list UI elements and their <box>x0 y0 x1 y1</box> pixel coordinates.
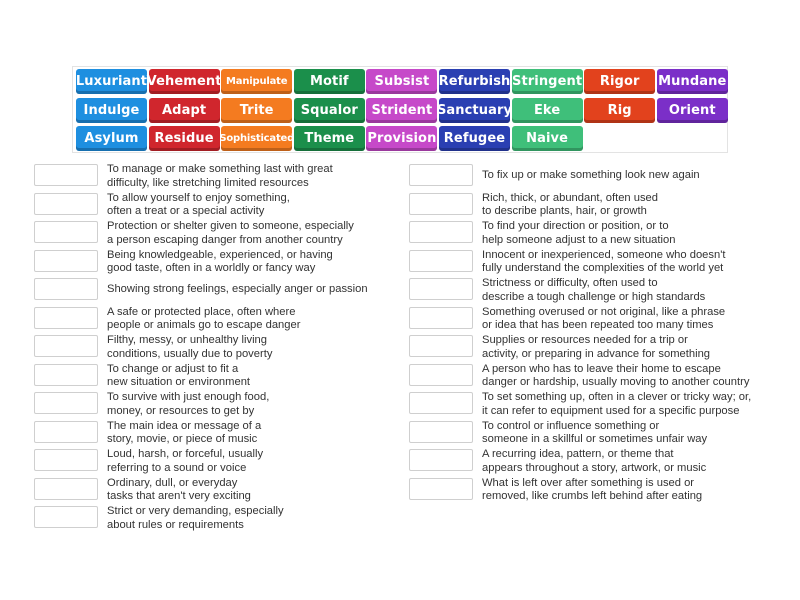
word-tile-label: Mundane <box>658 74 727 89</box>
definition-line: story, movie, or piece of music <box>107 433 258 445</box>
word-tile-label: Motif <box>309 74 349 89</box>
definition-line: difficulty, like stretching limited resources <box>107 176 309 189</box>
word-tile-stringent[interactable] <box>512 69 583 94</box>
word-tile-mundane[interactable] <box>657 69 728 94</box>
definition-text <box>482 391 751 418</box>
definition-text <box>482 363 749 390</box>
definition-line: someone in a skillful or sometimes unfair way <box>482 433 708 445</box>
answer-drop-box[interactable] <box>409 307 473 329</box>
definition-line: good taste, often in a worldly or fancy way <box>107 262 316 274</box>
word-tile-label: Rig <box>607 102 632 118</box>
word-tile-label: Squalor <box>300 102 358 118</box>
definition-text <box>482 448 706 475</box>
definition-line: What is left over after something is used or <box>482 476 695 489</box>
definition-line: or idea that has been repeated too many times <box>482 319 714 331</box>
word-tile-label: Asylum <box>84 131 139 147</box>
definition-line: new situation or environment <box>107 376 251 388</box>
definition-line: To manage or make something last with great <box>107 163 333 175</box>
word-tile-eke[interactable] <box>512 98 583 123</box>
word-bank <box>72 66 728 153</box>
word-tile-label: Strident <box>371 102 433 118</box>
answer-drop-box[interactable] <box>34 193 98 215</box>
word-tile-strident[interactable] <box>366 98 437 123</box>
answer-drop-box[interactable] <box>409 164 473 186</box>
answer-drop-box[interactable] <box>409 193 473 215</box>
definition-line: Protection or shelter given to someone, especially <box>107 220 354 232</box>
word-tile-label: Trite <box>239 102 274 118</box>
word-tile-vehement[interactable] <box>146 69 222 94</box>
definition-line: describe a tough challenge or high standards <box>482 290 706 303</box>
word-tile-label: Refurbish <box>438 74 511 89</box>
definition-line: often a treat or a special activity <box>107 205 265 217</box>
definition-text <box>482 249 725 276</box>
answer-drop-box[interactable] <box>34 335 98 357</box>
definition-line: removed, like crumbs left behind after eating <box>482 490 703 502</box>
definition-line: Being knowledgeable, experienced, or having <box>107 248 333 261</box>
definition-line: people or animals go to escape danger <box>107 319 301 331</box>
word-tile-refurbish[interactable] <box>439 69 510 94</box>
definition-text <box>107 283 368 297</box>
answer-drop-box[interactable] <box>34 250 98 272</box>
definition-line: tasks that aren't very exciting <box>107 490 251 502</box>
definition-text <box>482 420 707 447</box>
answer-drop-box[interactable] <box>409 449 473 471</box>
word-tile-label: Rigor <box>599 74 640 89</box>
definition-text <box>107 448 263 475</box>
word-tile-label: Eke <box>533 102 561 118</box>
answer-drop-box[interactable] <box>34 221 98 243</box>
definition-line: A safe or protected place, often where <box>107 305 296 318</box>
definition-text <box>107 163 333 190</box>
word-tile-label: Manipulate <box>226 76 288 87</box>
word-tile-refugee[interactable] <box>439 126 510 151</box>
word-tile-label: Sanctuary <box>436 102 513 118</box>
definition-line: Ordinary, dull, or everyday <box>107 476 238 489</box>
word-tile-motif[interactable] <box>294 69 365 94</box>
answer-drop-box[interactable] <box>34 392 98 414</box>
word-tile-residue[interactable] <box>149 126 220 151</box>
definition-line: Innocent or inexperienced, someone who doesn't <box>482 248 726 261</box>
answer-drop-box[interactable] <box>34 364 98 386</box>
definition-line: To survive with just enough food, <box>107 391 270 403</box>
definition-text <box>107 391 269 418</box>
definition-line: conditions, usually due to poverty <box>107 347 273 360</box>
word-tile-label: Adapt <box>162 102 207 118</box>
definition-line: To change or adjust to fit a <box>107 362 239 375</box>
word-tile-label: Subsist <box>374 74 430 89</box>
word-tile-label: Sophisticated <box>219 133 295 145</box>
word-tile-label: Indulge <box>83 102 140 118</box>
definition-text <box>482 192 658 219</box>
answer-drop-box[interactable] <box>34 164 98 186</box>
definition-text <box>107 334 272 361</box>
word-tile-sanctuary[interactable] <box>436 98 513 123</box>
answer-drop-box[interactable] <box>409 250 473 272</box>
word-tile-adapt[interactable] <box>149 98 220 123</box>
word-tile-manipulate[interactable] <box>221 69 292 94</box>
word-tile-squalor[interactable] <box>294 98 365 123</box>
definition-text <box>107 192 290 219</box>
answer-drop-box[interactable] <box>409 421 473 443</box>
definition-line: Filthy, messy, or unhealthy living <box>107 334 267 346</box>
word-tile-label: Stringent <box>511 74 583 89</box>
word-tile-trite[interactable] <box>221 98 292 123</box>
definition-text <box>482 277 705 304</box>
definition-line: Strict or very demanding, especially <box>107 505 284 517</box>
answer-drop-box[interactable] <box>34 278 98 300</box>
definition-text <box>107 306 300 333</box>
definition-line: Something overused or not original, like a phrase <box>482 305 726 318</box>
word-tile-subsist[interactable] <box>366 69 437 94</box>
word-tile-sophisticated[interactable] <box>219 126 295 151</box>
definition-line: Showing strong feelings, especially anger or passion <box>107 283 368 295</box>
answer-drop-box[interactable] <box>34 449 98 471</box>
definition-text <box>482 334 710 361</box>
word-tile-orient[interactable] <box>657 98 728 123</box>
definition-line: A recurring idea, pattern, or theme that <box>482 448 674 460</box>
answer-drop-box[interactable] <box>409 278 473 300</box>
word-tile-provision[interactable] <box>366 126 437 151</box>
definition-line: it can refer to equipment used for a specific purpose <box>482 404 740 417</box>
definition-line: Rich, thick, or abundant, often used <box>482 191 659 204</box>
definition-text <box>107 420 261 447</box>
definition-text <box>482 169 700 183</box>
definition-line: Supplies or resources needed for a trip or <box>482 334 688 346</box>
definition-text <box>107 363 250 390</box>
definition-line: Loud, harsh, or forceful, usually <box>107 448 264 460</box>
answer-drop-box[interactable] <box>34 421 98 443</box>
word-tile-rigor[interactable] <box>584 69 655 94</box>
definition-line: To set something up, often in a clever or tricky way; or, <box>482 391 752 403</box>
word-tile-label: Vehement <box>146 74 222 89</box>
definition-line: referring to a sound or voice <box>107 461 247 474</box>
definition-line: a person escaping danger from another country <box>107 233 343 246</box>
answer-drop-box[interactable] <box>34 307 98 329</box>
word-tile-label: Refugee <box>443 131 506 147</box>
definition-line: To allow yourself to enjoy something, <box>107 191 290 204</box>
word-tile-label: Residue <box>154 131 214 147</box>
definition-line: activity, or preparing in advance for something <box>482 347 711 360</box>
answer-drop-box[interactable] <box>409 478 473 500</box>
definition-line: help someone adjust to a new situation <box>482 233 676 246</box>
word-tile-indulge[interactable] <box>76 98 147 123</box>
definition-text <box>107 249 333 276</box>
definition-text <box>107 505 284 532</box>
definition-line: about rules or requirements <box>107 518 244 531</box>
definition-line: To control or influence something or <box>482 419 660 432</box>
answer-drop-box[interactable] <box>409 364 473 386</box>
answer-drop-box[interactable] <box>34 506 98 528</box>
definition-text <box>482 477 702 504</box>
definition-line: money, or resources to get by <box>107 404 255 417</box>
word-tile-label: Naive <box>526 131 569 147</box>
definition-text <box>107 220 354 247</box>
word-tile-label: Orient <box>668 102 716 118</box>
word-tile-rig[interactable] <box>584 98 655 123</box>
word-tile-naive[interactable] <box>512 126 583 151</box>
answer-drop-box[interactable] <box>409 335 473 357</box>
definition-line: appears throughout a story, artwork, or music <box>482 461 707 474</box>
definition-text <box>482 306 725 333</box>
answer-drop-box[interactable] <box>409 392 473 414</box>
word-tile-label: Theme <box>304 131 355 147</box>
definition-line: The main idea or message of a <box>107 419 262 432</box>
definition-line: to describe plants, hair, or growth <box>482 205 647 217</box>
word-tile-theme[interactable] <box>294 126 365 151</box>
definition-text <box>107 477 251 504</box>
word-tile-label: Provision <box>367 131 437 147</box>
definition-text <box>482 220 675 247</box>
word-tile-luxuriant[interactable] <box>76 69 147 94</box>
definition-line: To fix up or make something look new again <box>482 169 700 181</box>
word-tile-label: Luxuriant <box>75 74 148 89</box>
definition-line: To find your direction or position, or to <box>482 220 669 232</box>
word-tile-asylum[interactable] <box>76 126 147 151</box>
definition-line: danger or hardship, usually moving to another country <box>482 376 750 388</box>
answer-drop-box[interactable] <box>34 478 98 500</box>
definition-line: Strictness or difficulty, often used to <box>482 277 658 289</box>
definition-line: fully understand the complexities of the world yet <box>482 262 724 274</box>
answer-drop-box[interactable] <box>409 221 473 243</box>
definition-line: A person who has to leave their home to escape <box>482 362 721 375</box>
